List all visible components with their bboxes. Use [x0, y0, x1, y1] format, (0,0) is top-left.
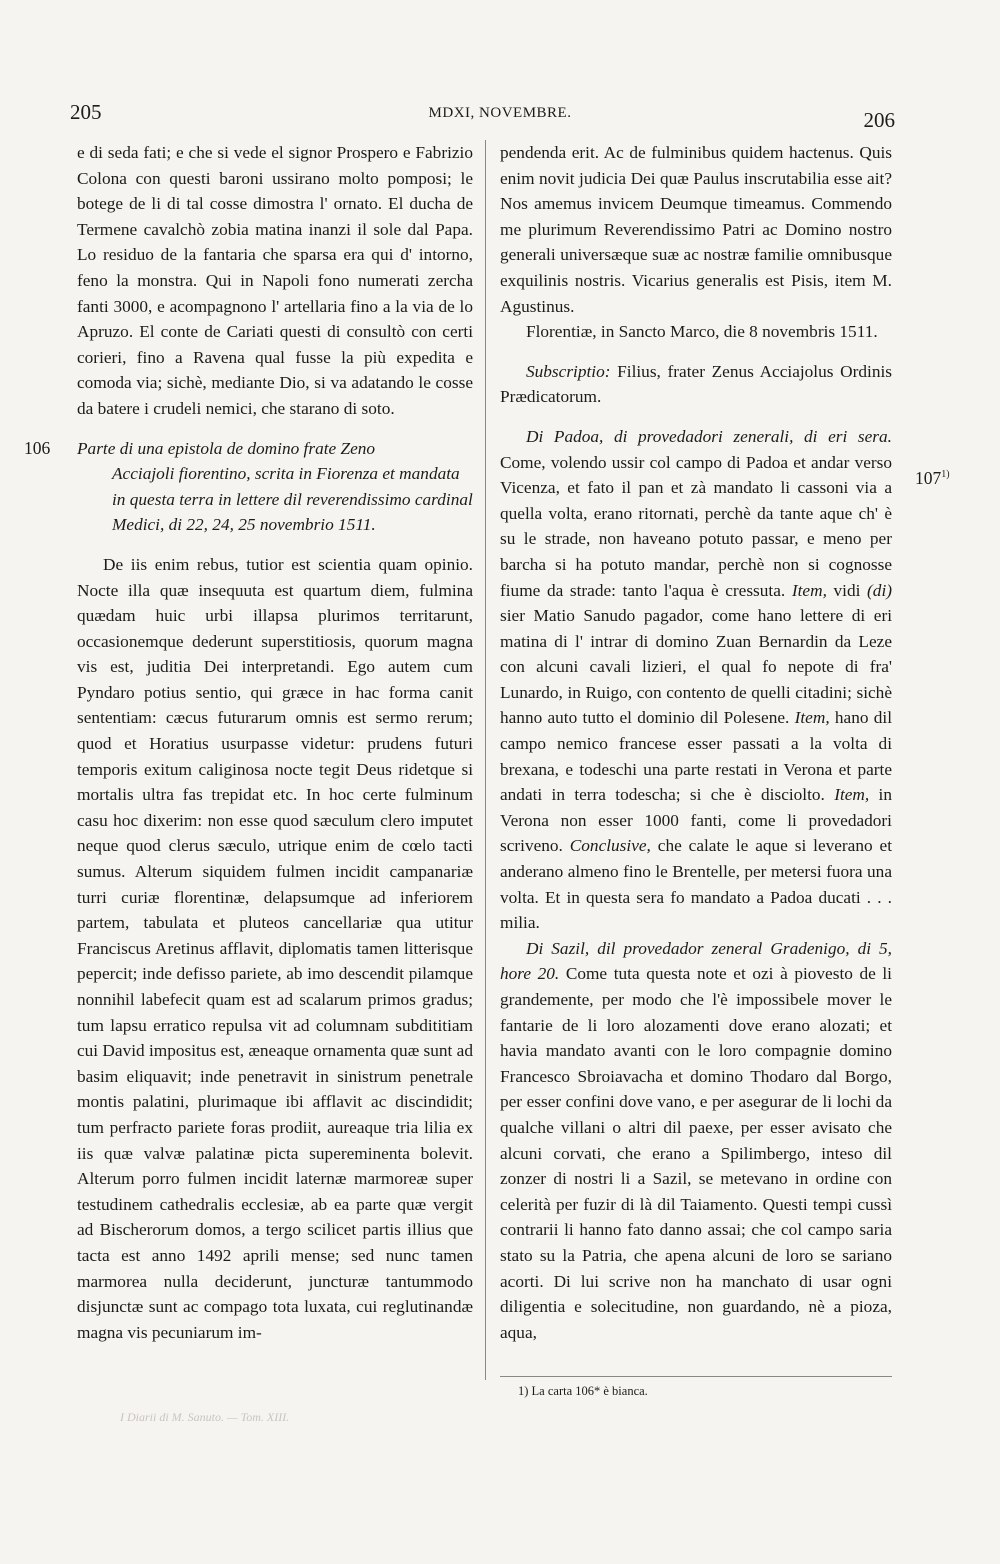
footnote-rule [500, 1376, 892, 1377]
letter-date: Florentiæ, in Sancto Marco, die 8 novembris 1511. [526, 322, 878, 342]
padoa-text-3: sier Matio Sanudo pagador, come hano lettere di eri matina di l' intrar di domino Zuan Bernardin da Leze con alcuni cavali lizieri, el qual fo nepote di fra' Lunardo, in Ruigo, con contento de quelli citadini; sichè hanno auto tutto el dominio dil Polesene. [500, 606, 892, 728]
item-label-3: Item, [834, 785, 870, 805]
item-label-1: Item, [791, 580, 827, 600]
running-title: MDXI, NOVEMBRE. [428, 105, 572, 121]
padoa-heading: Di Padoa, di provedadori zenerali, di eri sera. [526, 426, 892, 446]
padoa-text-5: in Verona non esser 1000 fanti, come li provedadori scriveno. [500, 785, 893, 856]
marginal-number-107 [915, 468, 950, 489]
di-insertion: (di) [867, 580, 892, 600]
left-paragraph-1: e di seda fati; e che si vede el signor Prospero e Fabrizio Colona con questi baroni ussirano molto pomposi; le botege de li di tal cosse dimostra l' ornato. El ducha de Termene cavalchò zobia matina inanzi il sole dal Papa. Lo residuo de la fantaria che sparsa era qui d' intorno, feno la monstra. Qui in Napoli fono numerati zercha fanti 3000, e acompagnono l' artellaria fino a la via de lo Apruzo. El conte de Cariati questi di consultò con certi corieri, fino a Ravena qual fusse la più expedita e comoda via; sichè, mediante Dio, si va adatando le cosse da batere i crudeli nemici, che starano di soto. [77, 143, 473, 418]
conclusive-label: Conclusive, [569, 836, 651, 856]
sazil-entry [500, 936, 892, 1346]
marginal-107-footnote-ref: 1) [941, 469, 950, 481]
padoa-text-2: vidi [826, 580, 868, 600]
faint-bleedthrough-text: I Diarii di M. Sanuto. — Tom. XIII. [120, 1410, 290, 1424]
latin-letter-text: De iis enim rebus, tutior est scientia quam opinio. Nocte illa quæ insequuta est quartum diem, fulmina quædam huic urbi illapsa plurimos territarunt, occasionemque dederunt superstitiosis, quorum magna vis est, juditia Dei interpretandi. Ego autem cum Pyndaro potius sentio, qui græce in hac forma canit sententiam: cæcus futurarum omnis est sermo rerum; quod et Horatius usurpasse videtur: prudens futuri temporis exitum caliginosa nocte tegit Deus ridetque si mortalis ultra fas trepidat etc. In hoc certe fulminum casu hoc dixerim: non esse quod sæculum clero imputet neque quod clerus sæculo, utrique enim de cœlo tacti sumus. Alterum siquidem fulmen incidit campanariæ turri curiæ florentinæ, delapsumque ad inferiorem partem, tabulata et pluteos cancellariæ qua utitur Franciscus Aretinus afflavit, diplomatis tamen litterisque pepercit; inde defisso pariete, ab imo descendit pilamque nonnihil labefecit quam est ad scalarum primos gradus; tum lapsu erratico repulsa vit ad columnam subdititiam cui David impositus est, æneaque ornamenta quæ sunt ad basim eliquavit; inde penetravit in sinistrum penetrale montis palatini, plurimaque ibi afflavit ac discindidit; tum perfracto pariete foras prodiit, aureaque tria lilia ex iis quæ valvæ palatinæ picta supereminenta bolevit. Alterum porro fulmen incidit laternæ marmoreæ super testudinem cathedralis ecclesiæ, ab ea parte quæ vergit ad Bischerorum domos, a tergo scilicet partis illius que tacta est anno 1492 aprili mense; sed nunc tamen marmorea nulla deciderunt, juncturæ tantummodo disjunctæ sunt ac compago tota luxata, cui reglutinandæ magna vis pecuniarum im- [77, 554, 473, 1342]
left-page-number: 205 [70, 100, 102, 124]
subscriptio-text: Filius, frater Zenus Acciajolus Ordinis Prædicatorum. [500, 361, 892, 407]
padoa-text-4: hano dil campo nemico francese esser passati a la volta di brexana, e todeschi una parte restati in Verona et parte andati in terra todescha; si che è disciolto. [500, 708, 893, 805]
marginal-number-106: 106 [24, 437, 51, 458]
subscriptio-label: Subscriptio: [526, 361, 611, 381]
right-page-number: 206 [863, 108, 895, 132]
column-rule [485, 140, 486, 1380]
footnote: 1) La carta 106* è bianca. [518, 1384, 648, 1398]
padoa-text-6: che calate le aque si leverano et anderano almeno fino le Brentelle, per metersi fuora una volta. Et in questa sera fo mandato a Padoa ducati . . . milia. [500, 836, 892, 933]
right-column [500, 140, 892, 1345]
running-header [0, 100, 1000, 140]
left-column [24, 140, 473, 1345]
letter-heading [24, 436, 473, 538]
sazil-text: Come tuta questa note et ozi à piovesto de li grandemente, per modo che l'è impossibele mover le fantarie de li loro alozamenti dove erano alozati; et havia mandato avanti con le loro compagnie domino Francesco Sbroiavacha et domino Thodaro dal Borgo, per esser confini dove vano, e per asegurar de li lochi da qualche villani o altri dil paexe, per esser avisato che alcuni corvati, che erano a Spilimbergo, inteso dil zonzer di nostri li a Sazil, se metevano in ordine con celerità per fuzir di là dil Taiamento. Questi tempi cussì contrarii li hanno fato danno assai; che col campo saria stato su la Patria, che apena alcuni de loro se sariano acorti. Di lui scrive non ha manchato di usar ogni diligentia e solecitudine, non guardando, nè a pioza, aqua, [500, 964, 892, 1342]
marginal-107-value: 107 [915, 468, 942, 488]
sazil-heading: Di Sazil, dil provedador zeneral Gradenigo, di 5, hore 20. [500, 938, 892, 984]
latin-letter-continuation: pendenda erit. Ac de fulminibus quidem hactenus. Quis enim novit judicia Dei quæ Paulus inscrutabilia esse ait? Nos amemus invicem Deumque timeamus. Commendo me plurimum Reverendissimo Patri ac Domino nostro generali universæque suæ ac nostræ familie omnibusque exquilinis nostris. Vicarius generalis est Pisis, item M. Agustinus. [500, 143, 892, 316]
subscriptio [500, 359, 892, 410]
padoa-entry [500, 424, 892, 936]
letter-heading-line-1: Parte di una epistola de domino frate Zeno [77, 438, 376, 458]
letter-heading-rest: Acciajoli fiorentino, scrita in Fiorenza et mandata in questa terra in lettere dil reverendissimo cardinal Medici, di 22, 24, 25 novembrio 1511. [112, 464, 473, 535]
padoa-text-1: Come, volendo ussir col campo di Padoa et andar verso Vicenza, et fato il pan et zà mandato li cassoni via a quella volta, erano ritornati, perchè da tante aque ch' è su le strade, non haveano potuto passar, e meno per barcha si ha potuto mandar, perchè non si cognosse fiume da strade: tanto l'aqua è cressuta. [500, 452, 892, 600]
item-label-2: Item, [794, 708, 830, 728]
